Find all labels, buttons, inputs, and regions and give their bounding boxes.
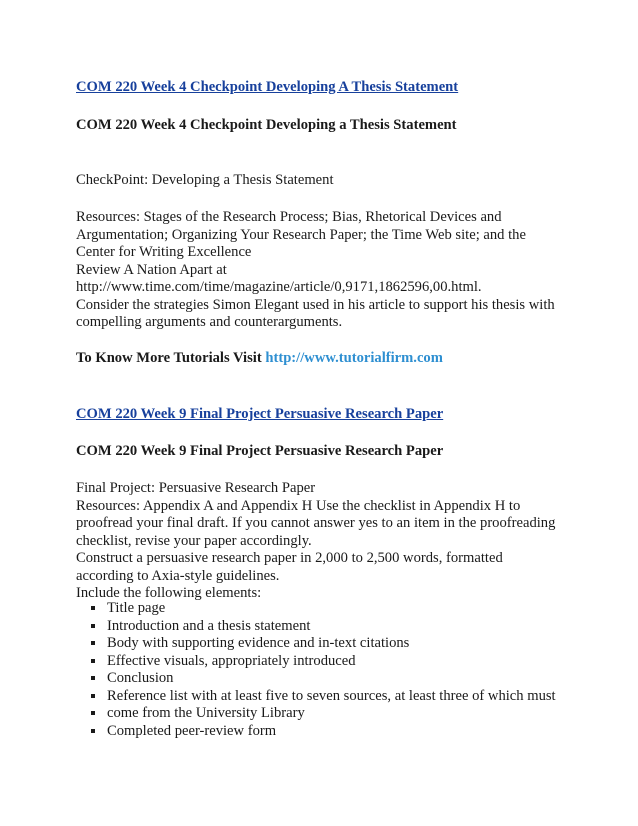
week4-checkpoint: CheckPoint: Developing a Thesis Statement xyxy=(76,172,334,188)
bullet-square-icon xyxy=(91,659,95,663)
promo-url-link[interactable]: http://www.tutorialfirm.com xyxy=(265,350,443,366)
week9-text-line: according to Axia-style guidelines. xyxy=(76,568,280,584)
list-item xyxy=(76,635,556,653)
list-item-text: Effective visuals, appropriately introduced xyxy=(107,652,356,669)
week4-title-link[interactable]: COM 220 Week 4 Checkpoint Developing A Thesis Statement xyxy=(76,79,459,95)
list-item-text: Reference list with at least five to seven sources, at least three of which must xyxy=(107,687,556,704)
list-item xyxy=(76,688,556,706)
list-item xyxy=(76,653,556,671)
week9-text-line: checklist, revise your paper accordingly. xyxy=(76,533,312,549)
week4-text-line: Consider the strategies Simon Elegant used in his article to support his thesis with xyxy=(76,297,555,313)
bullet-square-icon xyxy=(91,694,95,698)
list-item xyxy=(76,600,556,618)
week4-text-line: compelling arguments and counterarguments. xyxy=(76,314,343,330)
week4-text-line: http://www.time.com/time/magazine/article/0,9171,1862596,00.html. xyxy=(76,279,482,295)
list-item-text: come from the University Library xyxy=(107,705,305,721)
list-item-text: Body with supporting evidence and in-text citations xyxy=(107,635,410,651)
bullet-square-icon xyxy=(91,606,95,610)
list-item xyxy=(76,618,556,636)
list-item-text: Conclusion xyxy=(107,670,174,686)
week9-heading: COM 220 Week 9 Final Project Persuasive Research Paper xyxy=(76,443,444,459)
week4-text-line: Argumentation; Organizing Your Research Paper; the Time Web site; and the xyxy=(76,227,526,243)
list-item-text: Introduction and a thesis statement xyxy=(107,617,311,634)
week9-text-line: Include the following elements: xyxy=(76,585,262,601)
week4-text-line: Review A Nation Apart at xyxy=(76,262,227,278)
list-item xyxy=(76,723,556,741)
bullet-square-icon xyxy=(91,729,95,733)
list-item xyxy=(76,670,556,688)
week9-title-link[interactable]: COM 220 Week 9 Final Project Persuasive Research Paper xyxy=(76,406,444,422)
bullet-square-icon xyxy=(91,676,95,680)
list-item xyxy=(76,705,556,723)
bullet-square-icon xyxy=(91,711,95,715)
elements-list xyxy=(76,600,556,740)
promo-label: To Know More Tutorials Visit xyxy=(76,350,262,366)
week4-text-line: Resources: Stages of the Research Process; Bias, Rhetorical Devices and xyxy=(76,209,502,225)
week4-text-line: Center for Writing Excellence xyxy=(76,244,252,260)
bullet-square-icon xyxy=(91,641,95,645)
list-item-text: Completed peer-review form xyxy=(107,722,277,739)
list-item-text: Title page xyxy=(107,600,166,616)
week9-text-line: proofread your final draft. If you cannot answer yes to an item in the proofreading xyxy=(76,515,556,531)
week9-text-line: Resources: Appendix A and Appendix H Use the checklist in Appendix H to xyxy=(76,498,521,514)
bullet-square-icon xyxy=(91,624,95,628)
week4-heading: COM 220 Week 4 Checkpoint Developing a Thesis Statement xyxy=(76,117,457,133)
promo-line xyxy=(76,349,443,367)
week9-text-line: Final Project: Persuasive Research Paper xyxy=(76,480,316,496)
week9-text-line: Construct a persuasive research paper in 2,000 to 2,500 words, formatted xyxy=(76,550,503,566)
